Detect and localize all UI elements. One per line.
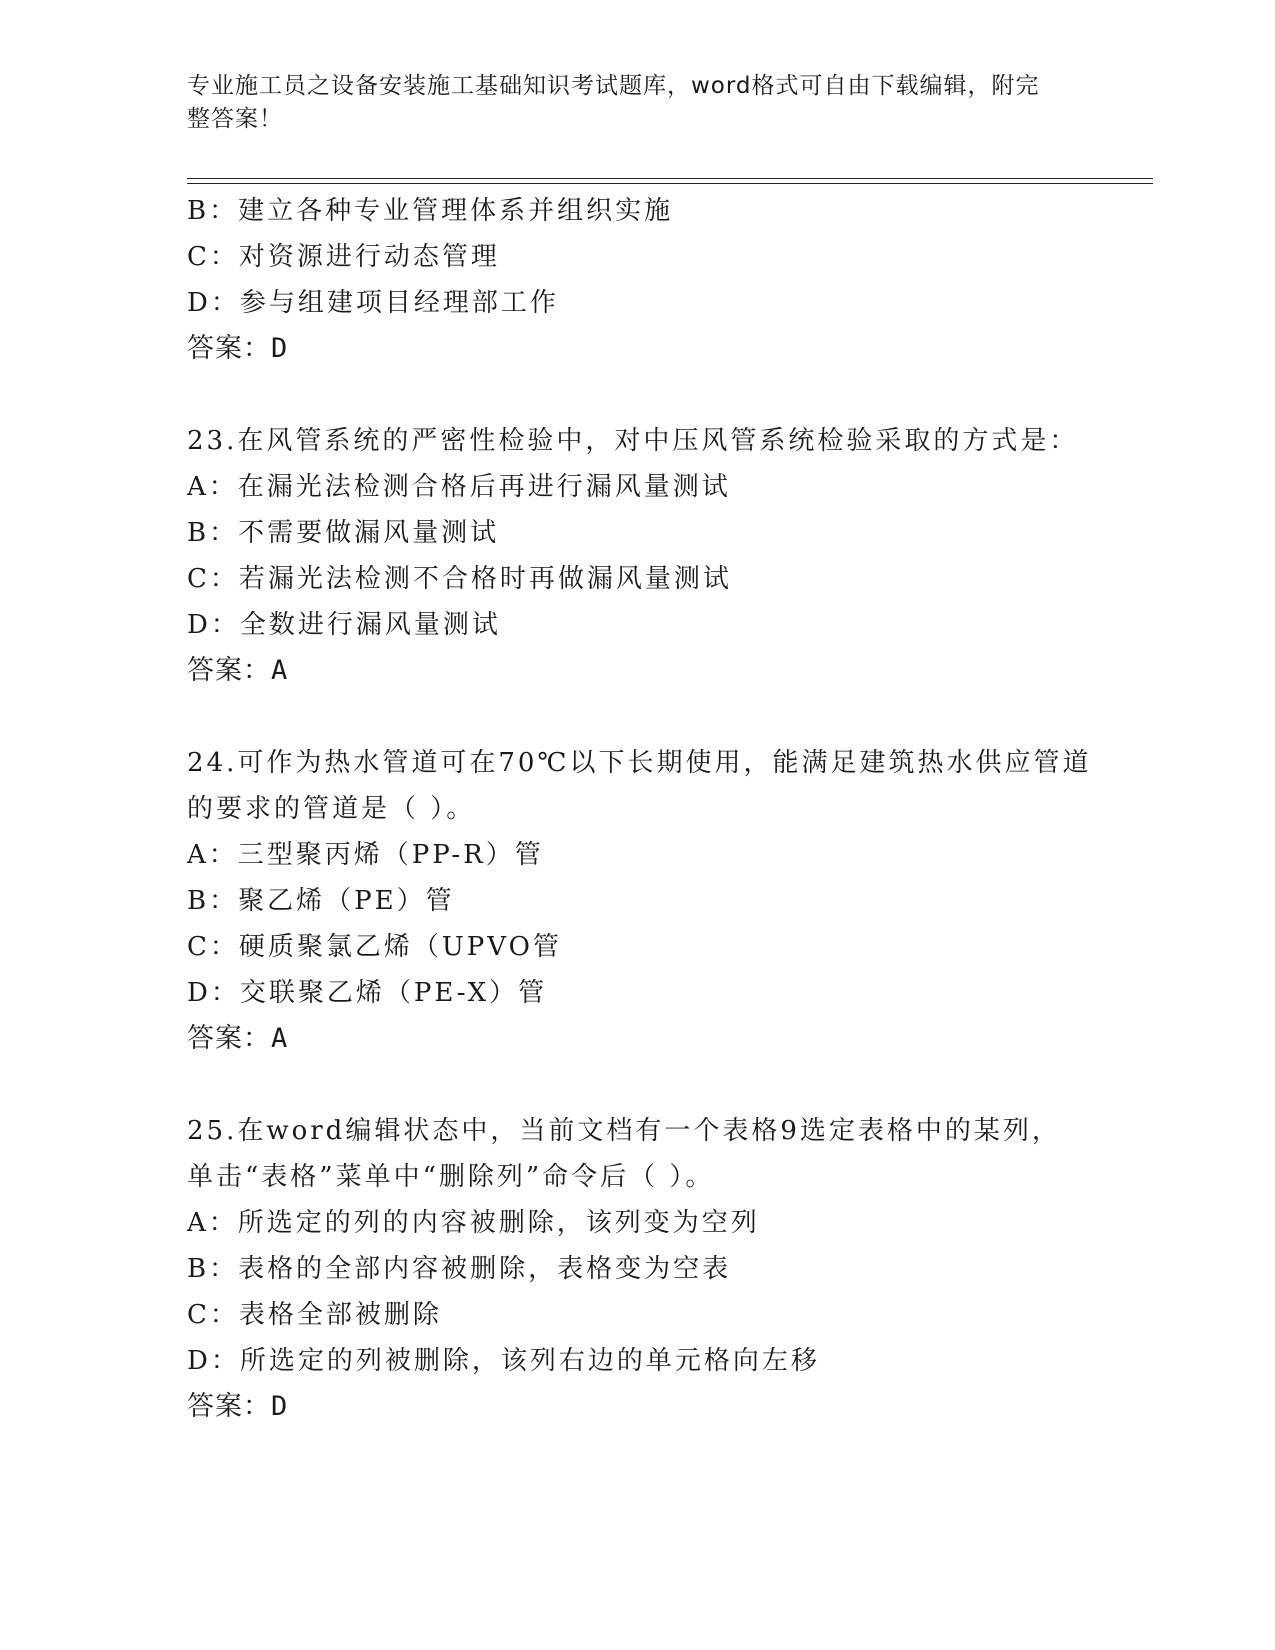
option-b: B：聚乙烯（PE）管 [187,886,455,916]
answer: 答案：A [187,655,289,686]
header-divider-top [187,178,1153,179]
option-b: B：表格的全部内容被删除，表格变为空表 [187,1254,732,1284]
option-a: A：三型聚丙烯（PP-R）管 [187,840,544,870]
question-23 [187,418,1147,694]
option-d: D：交联聚乙烯（PE-X）管 [187,978,548,1008]
question-22-tail [187,188,1147,372]
option-d: D：所选定的列被删除，该列右边的单元格向左移 [187,1346,820,1376]
answer: 答案：D [187,333,289,364]
question-stem: 23.在风管系统的严密性检验中，对中压风管系统检验采取的方式是： [187,426,1079,456]
spacer [187,694,1147,740]
option-c: C：硬质聚氯乙烯（UPVO管 [187,932,562,962]
header-divider-bottom [187,183,1153,184]
question-24 [187,740,1147,1062]
answer: 答案：D [187,1391,289,1422]
spacer [187,1062,1147,1108]
option-d: D：参与组建项目经理部工作 [187,288,559,318]
question-stem-line-2: 单击“表格”菜单中“删除列”命令后（ ）。 [187,1162,715,1192]
answer: 答案：A [187,1023,289,1054]
option-c: C：对资源进行动态管理 [187,242,500,272]
question-stem-line-1: 25.在word编辑状态中，当前文档有一个表格9选定表格中的某列， [187,1116,1061,1146]
question-25 [187,1108,1147,1430]
option-c: C：若漏光法检测不合格时再做漏风量测试 [187,564,732,594]
option-b: B：不需要做漏风量测试 [187,518,500,548]
question-stem-line-1: 24.可作为热水管道可在70℃以下长期使用，能满足建筑热水供应管道 [187,748,1092,778]
option-a: A：在漏光法检测合格后再进行漏风量测试 [187,472,731,502]
spacer [187,372,1147,418]
question-stem-line-2: 的要求的管道是（ ）。 [187,794,476,824]
document-header [187,70,1067,136]
header-line-2: 整答案！ [187,106,283,132]
option-c: C：表格全部被删除 [187,1300,442,1330]
option-b: B：建立各种专业管理体系并组织实施 [187,196,674,226]
question-content [187,188,1147,1430]
option-a: A：所选定的列的内容被删除，该列变为空列 [187,1208,760,1238]
option-d: D：全数进行漏风量测试 [187,610,501,640]
header-line-1: 专业施工员之设备安装施工基础知识考试题库，word格式可自由下载编辑，附完 [187,73,1040,99]
